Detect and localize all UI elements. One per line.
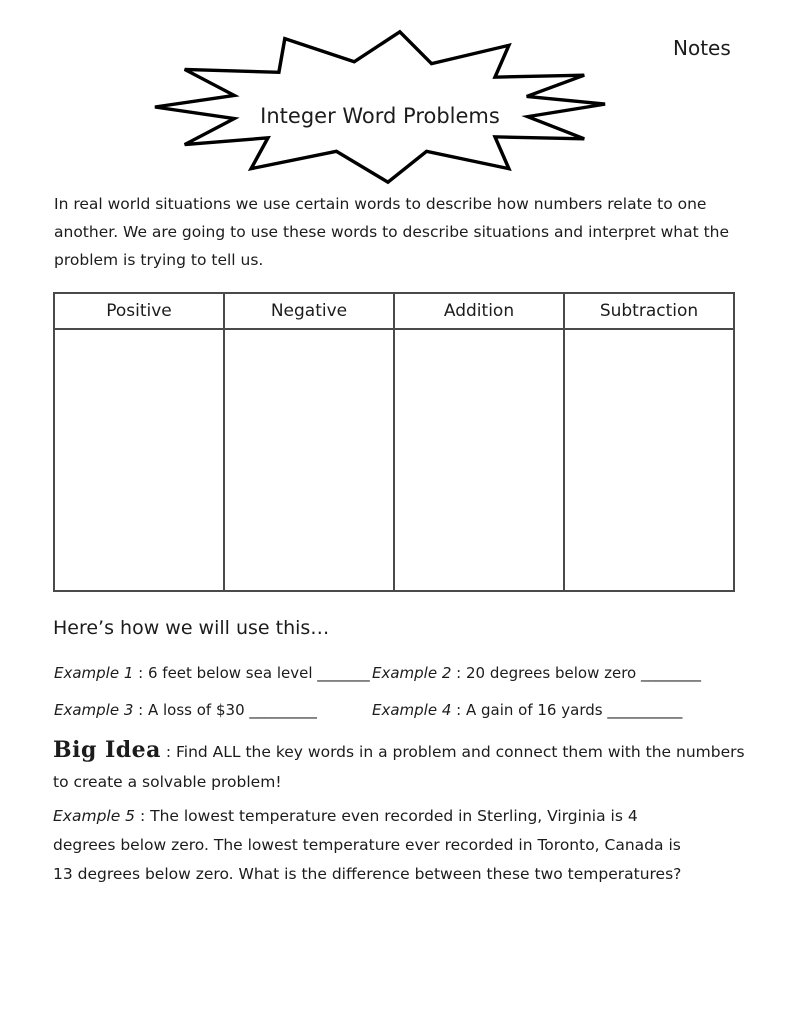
col-header-negative: Negative: [224, 293, 394, 329]
example-2-label: Example 2: [372, 664, 452, 682]
example-4-text: : A gain of 16 yards __________: [451, 701, 683, 719]
example-3-label: Example 3: [54, 701, 134, 719]
col-header-subtraction: Subtraction: [564, 293, 734, 329]
example-5-label: Example 5: [53, 807, 136, 825]
col-header-positive: Positive: [54, 293, 224, 329]
example-3: [54, 701, 317, 719]
page-title: Integer Word Problems: [260, 104, 500, 128]
table-cell-negative: [224, 329, 394, 591]
intro-paragraph: In real world situations we use certain words to describe how numbers relate to one another. We are going to use these words to describe situations and interpret what the problem is trying to tell us.: [54, 195, 730, 269]
example-5-text: : The lowest temperature even recorded in Sterling, Virginia is 4 degrees below zero. The lowest temperature ever recorded in Toronto, Canada is 13 degrees below zero. What is the difference between these two temperatures?: [53, 807, 682, 883]
example-3-text: : A loss of $30 _________: [133, 701, 317, 719]
notes-label: Notes: [673, 36, 731, 60]
keyword-table-body: [54, 329, 734, 591]
example-2: [372, 664, 701, 682]
keyword-table-header: [54, 293, 734, 329]
example-4-label: Example 4: [372, 701, 452, 719]
examples-row-1: [54, 664, 764, 686]
example-4: [372, 701, 682, 719]
table-row: [54, 329, 734, 591]
example-1-text: : 6 feet below sea level _______: [133, 664, 370, 682]
usage-heading: Here’s how we will use this…: [53, 617, 330, 639]
big-idea-text: : Find ALL the key words in a problem and connect them with the numbers to create a solvable problem!: [53, 743, 745, 791]
title-starburst: [150, 28, 610, 186]
keyword-table: [53, 292, 735, 592]
example-2-text: : 20 degrees below zero ________: [451, 664, 701, 682]
col-header-addition: Addition: [394, 293, 564, 329]
table-cell-subtraction: [564, 329, 734, 591]
example-1: [54, 664, 370, 682]
table-header-row: [54, 293, 734, 329]
table-cell-positive: [54, 329, 224, 591]
examples-row-2: [54, 701, 764, 723]
example-5: [53, 802, 698, 889]
example-1-label: Example 1: [54, 664, 134, 682]
big-idea-title: Big Idea: [53, 737, 161, 763]
big-idea: [53, 735, 748, 797]
table-cell-addition: [394, 329, 564, 591]
